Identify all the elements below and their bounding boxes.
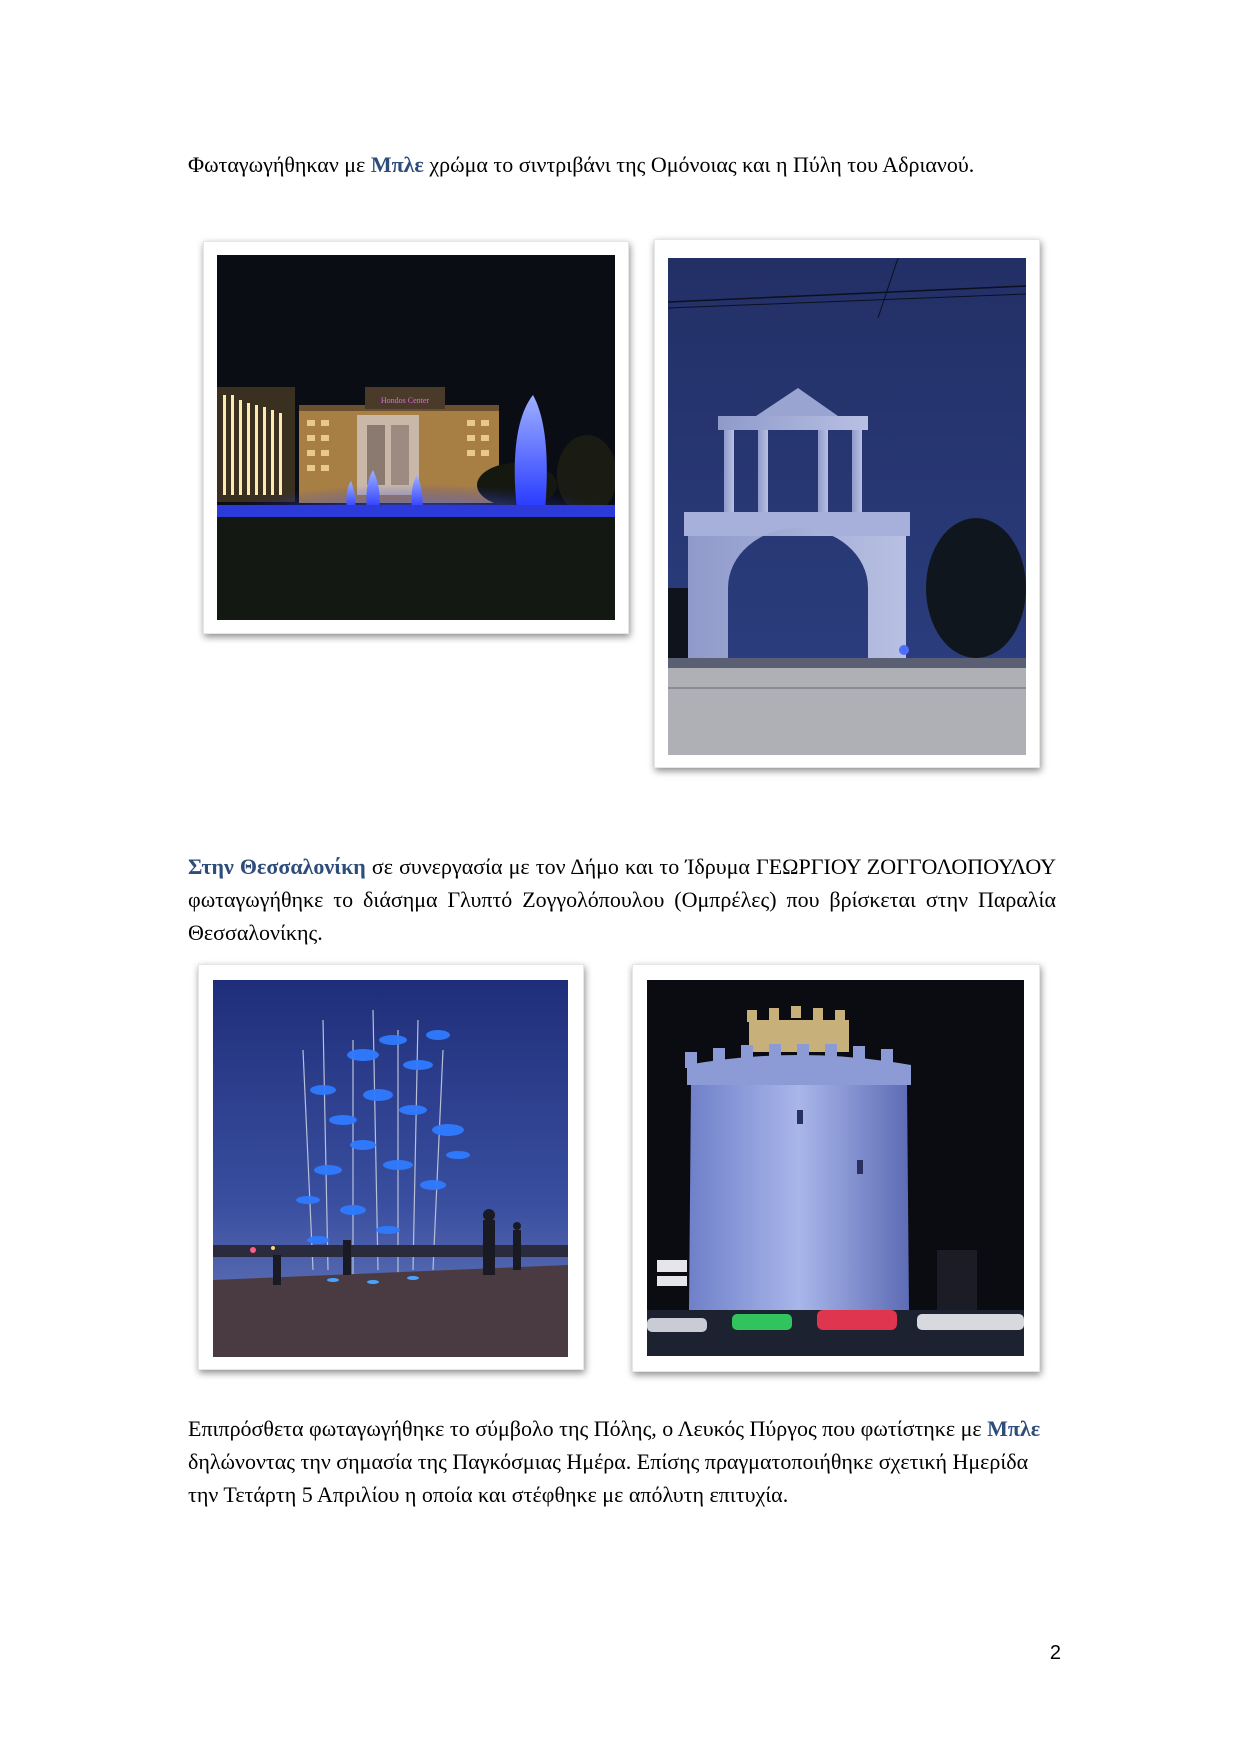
- omonoia-fountain-image: [217, 255, 615, 620]
- page-number: 2: [1049, 1642, 1061, 1664]
- hadrian-gate-image: [668, 258, 1026, 755]
- umbrellas-sculpture-image: [213, 980, 568, 1357]
- intro-paragraph: [188, 148, 1056, 181]
- thessaloniki-paragraph: [188, 850, 1056, 949]
- white-tower-image: [647, 980, 1024, 1356]
- photo-umbrellas-sculpture: [198, 964, 584, 1370]
- photo-hadrian-gate: [654, 239, 1040, 768]
- paragraph-text: Φωταγωγήθηκαν με: [188, 152, 371, 177]
- highlight-city-name: Στην Θεσσαλονίκη: [188, 854, 366, 879]
- paragraph-text: σε συνεργασία με τον Δήμο και το Ίδρυμα ΓΕΩΡΓΙΟΥ ΖΟΓΓΟΛΟΠΟΥΛΟΥ φωταγωγήθηκε το διάσημα Γλυπτό Ζογγολόπουλου (Ομπρέλες) που βρίσκεται στην Παραλία Θεσσαλονίκης.: [188, 854, 1056, 945]
- photo-white-tower: [632, 964, 1040, 1372]
- highlight-blue-word: Μπλε: [370, 152, 424, 177]
- white-tower-paragraph: [188, 1412, 1056, 1511]
- paragraph-text: χρώμα το σιντριβάνι της Ομόνοιας και η Πύλη του Αδριανού.: [423, 152, 975, 177]
- paragraph-text: δηλώνοντας την σημασία της Παγκόσμιας Ημέρα. Επίσης πραγματοποιήθηκε σχετική Ημερίδα την Τετάρτη 5 Απριλίου η οποία και στέφθηκε με απόλυτη επιτυχία.: [188, 1449, 1029, 1507]
- paragraph-text: Επιπρόσθετα φωταγωγήθηκε το σύμβολο της Πόλης, ο Λευκός Πύργος που φωτίστηκε με: [188, 1416, 988, 1441]
- highlight-blue-word: Μπλε: [987, 1416, 1041, 1441]
- photo-omonoia-fountain: [203, 241, 629, 634]
- building-sign: Hondos Center: [380, 396, 430, 405]
